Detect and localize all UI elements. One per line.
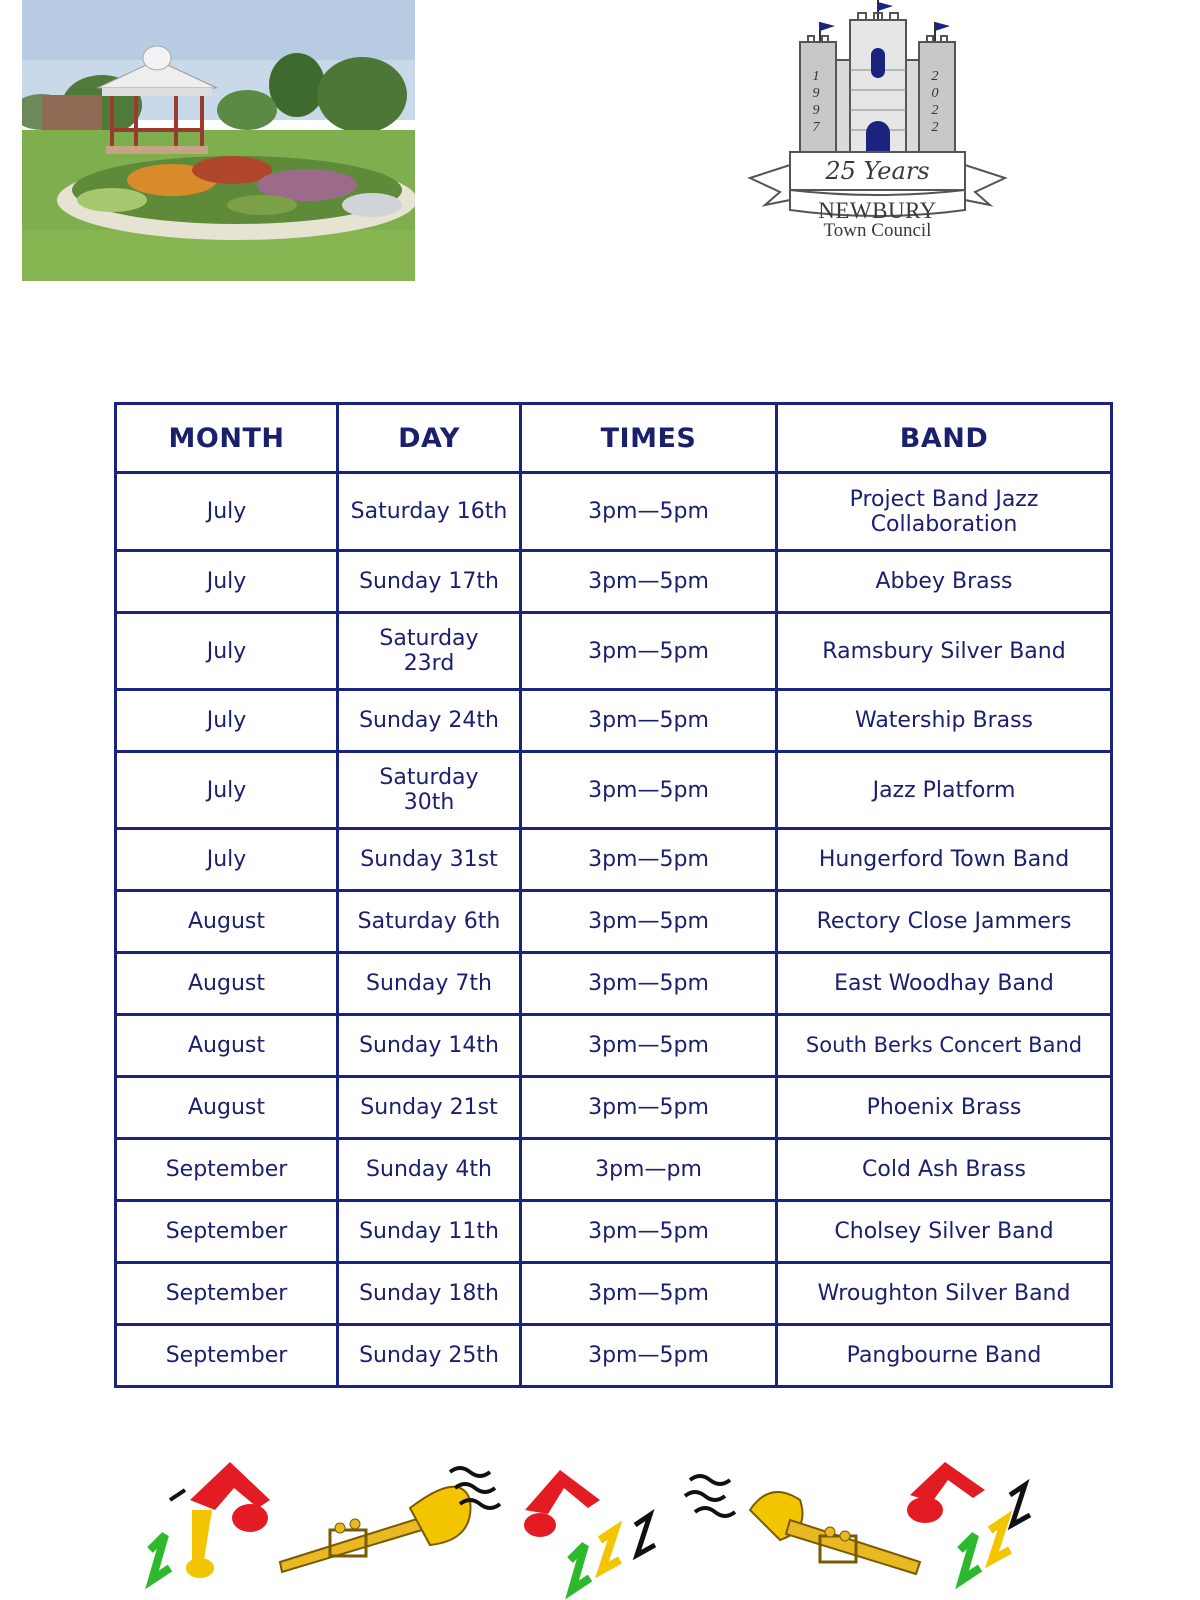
day-cell: Saturday 30th xyxy=(338,752,521,829)
band-cell: Pangbourne Band xyxy=(777,1325,1112,1387)
day-cell: Saturday 16th xyxy=(338,473,521,551)
times-cell: 3pm—5pm xyxy=(521,1325,777,1387)
bandstand-photo xyxy=(22,0,415,281)
music-decoration xyxy=(130,1440,1050,1600)
day-cell: Sunday 14th xyxy=(338,1015,521,1077)
newbury-town-council-logo xyxy=(745,0,1010,245)
band-cell: Wroughton Silver Band xyxy=(777,1263,1112,1325)
month-cell: September xyxy=(116,1325,338,1387)
band-cell: Abbey Brass xyxy=(777,551,1112,613)
month-cell: August xyxy=(116,891,338,953)
times-cell: 3pm—5pm xyxy=(521,1201,777,1263)
month-cell: July xyxy=(116,690,338,752)
band-cell: Rectory Close Jammers xyxy=(777,891,1112,953)
logo-years-label: 25 Years xyxy=(825,157,930,185)
times-cell: 3pm—5pm xyxy=(521,1263,777,1325)
table-row xyxy=(116,891,1112,953)
column-header-times: TIMES xyxy=(521,404,777,473)
band-cell: Watership Brass xyxy=(777,690,1112,752)
day-cell: Sunday 4th xyxy=(338,1139,521,1201)
music-note-icon xyxy=(907,1462,1030,1580)
table-row xyxy=(116,1139,1112,1201)
month-cell: July xyxy=(116,613,338,690)
day-cell: Sunday 24th xyxy=(338,690,521,752)
month-cell: August xyxy=(116,1015,338,1077)
band-cell: Cold Ash Brass xyxy=(777,1139,1112,1201)
day-cell: Saturday 6th xyxy=(338,891,521,953)
table-row xyxy=(116,953,1112,1015)
table-row xyxy=(116,1263,1112,1325)
table-row xyxy=(116,690,1112,752)
times-cell: 3pm—5pm xyxy=(521,613,777,690)
table-header-row xyxy=(116,404,1112,473)
month-cell: August xyxy=(116,1077,338,1139)
trumpet-icon xyxy=(280,1468,500,1572)
month-cell: September xyxy=(116,1263,338,1325)
month-cell: August xyxy=(116,953,338,1015)
times-cell: 3pm—5pm xyxy=(521,551,777,613)
music-note-icon xyxy=(524,1470,655,1590)
table-row xyxy=(116,1201,1112,1263)
times-cell: 3pm—5pm xyxy=(521,473,777,551)
times-cell: 3pm—5pm xyxy=(521,953,777,1015)
month-cell: July xyxy=(116,829,338,891)
day-cell: Sunday 31st xyxy=(338,829,521,891)
times-cell: 3pm—5pm xyxy=(521,891,777,953)
band-cell: East Woodhay Band xyxy=(777,953,1112,1015)
table-row xyxy=(116,551,1112,613)
band-cell: Hungerford Town Band xyxy=(777,829,1112,891)
day-cell: Sunday 21st xyxy=(338,1077,521,1139)
day-cell: Saturday 23rd xyxy=(338,613,521,690)
table-row xyxy=(116,752,1112,829)
column-header-day: DAY xyxy=(338,404,521,473)
table-row xyxy=(116,613,1112,690)
logo-end-year: 2 0 2 2 xyxy=(931,69,939,135)
table-row xyxy=(116,1077,1112,1139)
times-cell: 3pm—5pm xyxy=(521,690,777,752)
logo-start-year: 1 9 9 7 xyxy=(812,69,820,135)
table-row xyxy=(116,1015,1112,1077)
times-cell: 3pm—5pm xyxy=(521,1015,777,1077)
month-cell: July xyxy=(116,551,338,613)
column-header-band: BAND xyxy=(777,404,1112,473)
day-cell: Sunday 25th xyxy=(338,1325,521,1387)
day-cell: Sunday 11th xyxy=(338,1201,521,1263)
day-cell: Sunday 18th xyxy=(338,1263,521,1325)
month-cell: September xyxy=(116,1139,338,1201)
times-cell: 3pm—5pm xyxy=(521,829,777,891)
times-cell: 3pm—pm xyxy=(521,1139,777,1201)
trumpet-icon xyxy=(685,1476,920,1574)
month-cell: July xyxy=(116,752,338,829)
times-cell: 3pm—5pm xyxy=(521,1077,777,1139)
times-cell: 3pm—5pm xyxy=(521,752,777,829)
table-row xyxy=(116,829,1112,891)
band-cell: Phoenix Brass xyxy=(777,1077,1112,1139)
column-header-month: MONTH xyxy=(116,404,338,473)
day-cell: Sunday 7th xyxy=(338,953,521,1015)
band-schedule-table xyxy=(114,402,1113,1388)
month-cell: September xyxy=(116,1201,338,1263)
day-cell: Sunday 17th xyxy=(338,551,521,613)
band-cell: Ramsbury Silver Band xyxy=(777,613,1112,690)
band-cell: Jazz Platform xyxy=(777,752,1112,829)
table-row xyxy=(116,1325,1112,1387)
band-cell: Project Band Jazz Collaboration xyxy=(777,473,1112,551)
month-cell: July xyxy=(116,473,338,551)
music-note-icon xyxy=(150,1462,270,1580)
band-cell: Cholsey Silver Band xyxy=(777,1201,1112,1263)
logo-town-name: NEWBURY xyxy=(818,198,937,223)
band-cell: South Berks Concert Band xyxy=(777,1015,1112,1077)
logo-council-name: Town Council xyxy=(823,220,932,241)
table-row xyxy=(116,473,1112,551)
